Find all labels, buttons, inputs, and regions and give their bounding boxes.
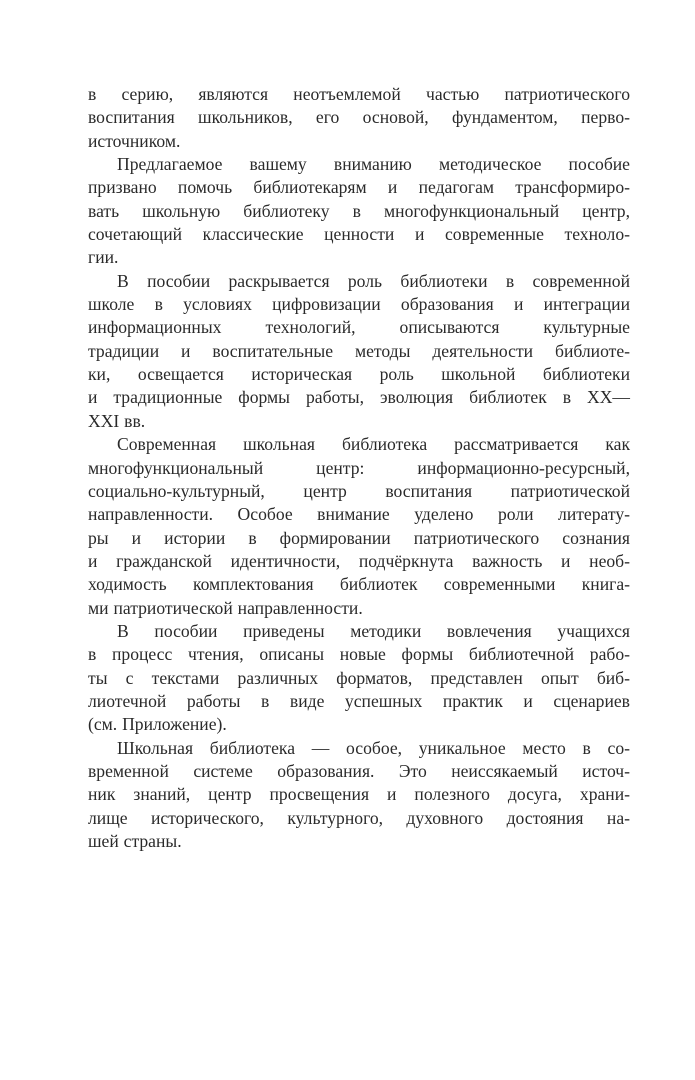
paragraph [88, 270, 630, 433]
text-line: лище исторического, культурного, духовного достояния на- [88, 807, 630, 828]
text-line: многофункциональный центр: информационно-ресурсный, [88, 457, 630, 478]
text-line: ры и истории в формировании патриотического сознания [88, 527, 630, 548]
text-line: гии. [88, 247, 119, 268]
text-line: (см. Приложение). [88, 714, 227, 735]
text-line: лиотечной работы в виде успешных практик и сценариев [88, 690, 630, 711]
text-line: информационных технологий, описываются культурные [88, 317, 630, 338]
text-line: школе в условиях цифровизации образования и интеграции [88, 294, 630, 315]
text-line: В пособии раскрывается роль библиотеки в современной [117, 270, 630, 291]
text-line: ходимость комплектования библиотек современными книга- [88, 574, 630, 595]
document-page [88, 83, 630, 853]
text-line: временной системе образования. Это неиссякаемый источ- [88, 760, 630, 781]
text-line: ник знаний, центр просвещения и полезного досуга, храни- [88, 784, 630, 805]
text-line: ки, освещается историческая роль школьной библиотеки [88, 364, 630, 385]
text-line: призвано помочь библиотекарям и педагогам трансформиро- [88, 177, 630, 198]
text-line: шей страны. [88, 831, 182, 851]
text-line: Школьная библиотека — особое, уникальное место в со- [117, 737, 630, 758]
text-line: источником. [88, 130, 181, 151]
paragraph [88, 620, 630, 737]
paragraph [88, 433, 630, 620]
text-line: вать школьную библиотеку в многофункциональный центр, [88, 200, 630, 221]
text-line: в процесс чтения, описаны новые формы библиотечной рабо- [88, 644, 630, 665]
text-line: воспитания школьников, его основой, фундаментом, перво- [88, 107, 630, 128]
text-line: в серию, являются неотъемлемой частью патриотического [88, 84, 630, 104]
text-line: Современная школьная библиотека рассматривается как [117, 434, 630, 455]
text-line: направленности. Особое внимание уделено роли литерату- [88, 504, 630, 525]
text-line: и гражданской идентичности, подчёркнута важность и необ- [88, 550, 630, 571]
text-line: и традиционные формы работы, эволюция библиотек в XX— [88, 387, 630, 408]
text-line: ми патриотической направленности. [88, 597, 363, 618]
paragraph [88, 153, 630, 270]
text-line: XXI вв. [88, 410, 146, 431]
text-line: социально-культурный, центр воспитания патриотической [88, 480, 630, 501]
text-line: традиции и воспитательные методы деятельности библиоте- [88, 340, 630, 361]
text-line: В пособии приведены методики вовлечения учащихся [117, 620, 630, 641]
paragraph [88, 83, 630, 153]
text-line: ты с текстами различных форматов, представлен опыт биб- [88, 667, 630, 688]
paragraph [88, 737, 630, 854]
text-line: Предлагаемое вашему вниманию методическое пособие [117, 154, 630, 175]
text-line: сочетающий классические ценности и современные техноло- [88, 224, 630, 245]
